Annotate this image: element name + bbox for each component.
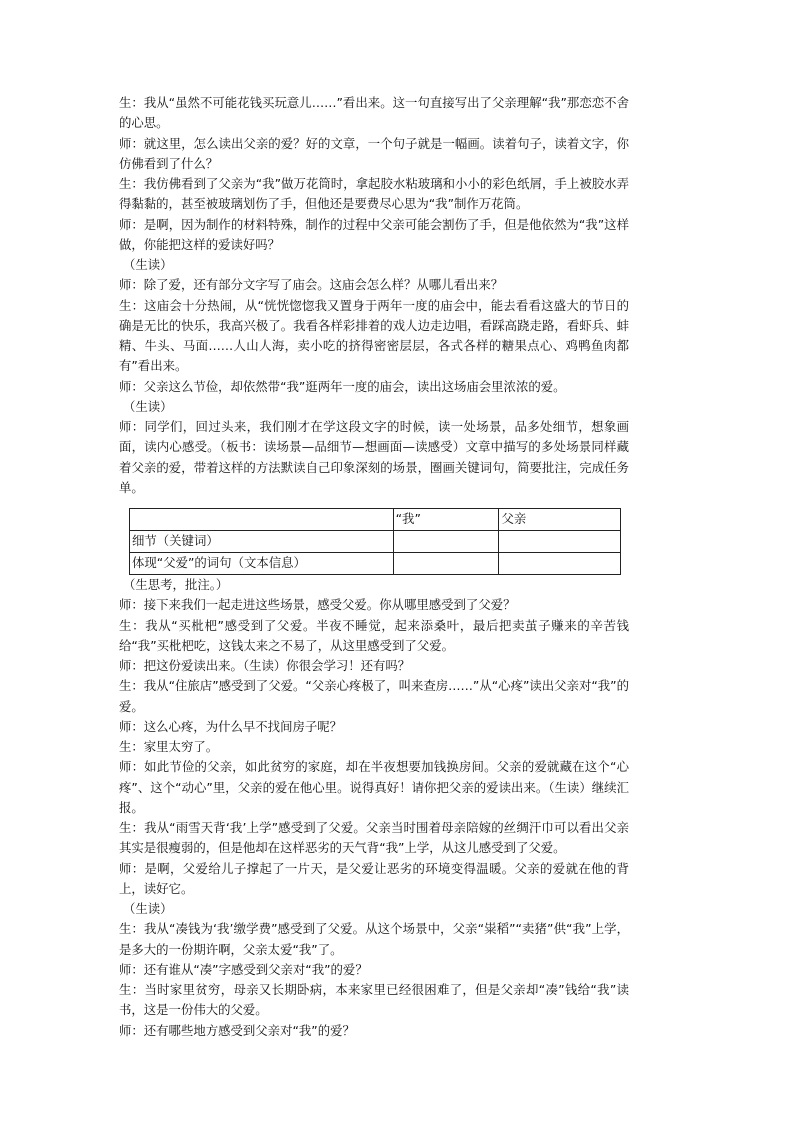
table-row bbox=[130, 553, 621, 575]
paragraph: 师：是啊，父爱给儿子撑起了一片天，是父爱让恶劣的环境变得温暖。父亲的爱就在他的背上，读好它。 bbox=[119, 860, 629, 896]
paragraph: 师：还有哪些地方感受到父亲对“我”的爱？ bbox=[119, 1022, 355, 1038]
paragraph: （生读） bbox=[123, 257, 173, 272]
paragraph: 师：父亲这么节俭，却依然带“我”逛两年一度的庙会，读出这场庙会里浓浓的爱。 bbox=[119, 378, 566, 394]
table-row bbox=[130, 531, 621, 553]
paragraph: 生：家里太穷了。 bbox=[119, 739, 219, 754]
table-header-cell: “我” bbox=[393, 509, 499, 531]
table-header-cell: 父亲 bbox=[499, 509, 621, 531]
paragraph: 生：我从“买枇杷”感受到了父爱。半夜不睡觉，起来添桑叶，最后把卖茧子赚来的辛苦钱给“我”买枇杷吃，这钱太来之不易了，从这里感受到了父爱。 bbox=[119, 617, 629, 653]
paragraph: 师：是啊，因为制作的材料特殊，制作的过程中父亲可能会割伤了手，但是他依然为“我”这样做，你能把这样的爱读好吗？ bbox=[119, 216, 629, 252]
paragraph: 生：我从“住旅店”感受到了父爱。“父亲心疼极了，叫来查房……”从“心疼”读出父亲对“我”的爱。 bbox=[119, 678, 629, 714]
task-table bbox=[129, 508, 621, 575]
paragraph: 师：同学们，回过头来，我们刚才在学这段文字的时候，读一处场景，品多处细节，想象画面，读内心感受。（板书：读场景—品细节—想画面—读感受）文章中描写的多处场景同样藏着父亲的爱，带着这样的方法默读自己印象深刻的场景，圈画关键词句，简要批注，完成任务单。 bbox=[119, 419, 629, 495]
paragraph: 师：把这份爱读出来。（生读）你很会学习！还有吗？ bbox=[119, 658, 411, 673]
paragraph: （生读） bbox=[123, 901, 173, 916]
paragraph: 生：我从“雨雪天背‘我’上学”感受到了父爱。父亲当时围着母亲陪嫁的丝绸汗巾可以看出父亲其实是很瘦弱的，但是他却在这样恶劣的天气背“我”上学，从这儿感受到了父爱。 bbox=[119, 820, 629, 856]
paragraph: （生思考，批注。） bbox=[123, 577, 229, 592]
paragraph: 师：如此节俭的父亲，如此贫穷的家庭，却在半夜想要加钱换房间。父亲的爱就藏在这个“心疼”、这个“动心”里，父亲的爱在他心里。说得真好！请你把父亲的爱读出来。（生读）继续汇报。 bbox=[119, 759, 629, 815]
document-page bbox=[119, 93, 629, 1041]
table-cell: 细节（关键词） bbox=[130, 531, 394, 553]
table-header-cell bbox=[130, 509, 394, 531]
paragraph: 师：接下来我们一起走进这些场景，感受父爱。你从哪里感受到了父爱？ bbox=[119, 597, 516, 613]
paragraph: 生：我从“虽然不可能花钱买玩意儿……”看出来。这一句直接写出了父亲理解“我”那恋恋不舍的心思。 bbox=[119, 95, 629, 131]
table-cell bbox=[393, 531, 499, 553]
table-cell bbox=[499, 553, 621, 575]
table-header-row bbox=[130, 509, 621, 531]
paragraph: 师：就这里，怎么读出父亲的爱？好的文章，一个句子就是一幅画。读着句子，读着文字，你仿佛看到了什么？ bbox=[119, 135, 629, 171]
table-cell bbox=[499, 531, 621, 553]
paragraph: 生：当时家里贫穷，母亲又长期卧病，本来家里已经很困难了，但是父亲却“凑”钱给“我”读书，这是一份伟大的父爱。 bbox=[119, 982, 629, 1018]
table-cell bbox=[393, 553, 499, 575]
task-table-wrapper bbox=[129, 508, 629, 575]
paragraph: 师：这么心疼，为什么早不找间房子呢？ bbox=[119, 718, 343, 734]
paragraph: 生：我仿佛看到了父亲为“我”做万花筒时，拿起胶水粘玻璃和小小的彩色纸屑，手上被胶水弄得黏黏的，甚至被玻璃划伤了手，但他还是要费尽心思为“我”制作万花筒。 bbox=[119, 176, 629, 212]
paragraph: （生读） bbox=[123, 398, 173, 414]
paragraph: 师：除了爱，还有部分文字写了庙会。这庙会怎么样？从哪儿看出来？ bbox=[119, 277, 504, 293]
paragraph: 师：还有谁从“凑”字感受到父亲对“我”的爱？ bbox=[119, 961, 368, 977]
paragraph: 生：我从“凑钱为‘我’缴学费”感受到了父爱。从这个场景中，父亲“粜稻”“卖猪”供“我”上学，是多大的一份期许啊，父亲太爱“我”了。 bbox=[119, 921, 629, 957]
paragraph: 生：这庙会十分热闹，从“恍恍惚惚我又置身于两年一度的庙会中，能去看看这盛大的节日的确是无比的快乐，我高兴极了。我看各样彩排着的戏人边走边唱，看踩高跷走路，看虾兵、蚌精、牛头、马面……人山人海，卖小吃的挤得密密层层，各式各样的糖果点心、鸡鸭鱼肉都有”看出来。 bbox=[119, 297, 629, 374]
table-cell: 体现“父爱”的词句（文本信息） bbox=[130, 553, 394, 575]
